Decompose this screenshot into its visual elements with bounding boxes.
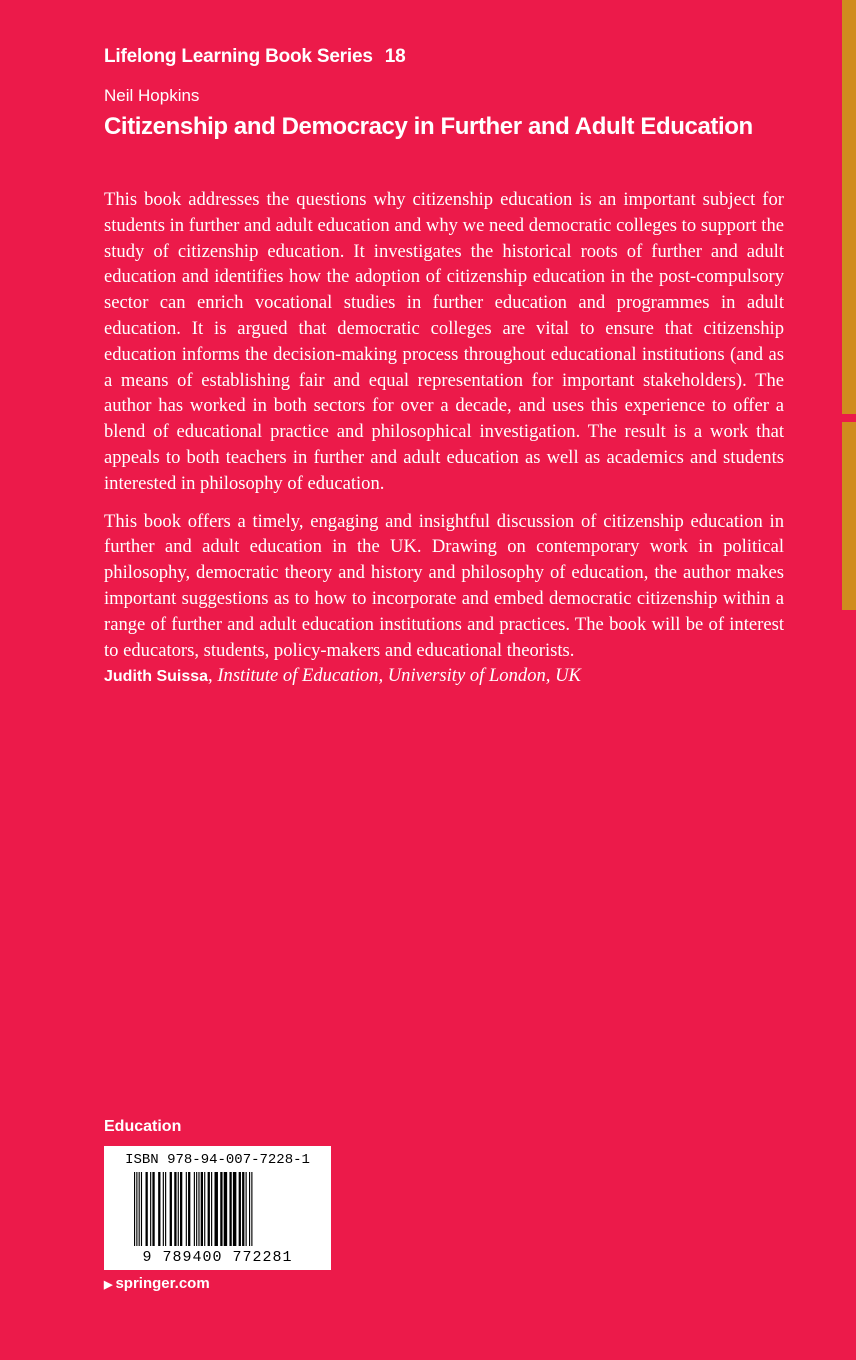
- barcode-bar: [134, 1172, 135, 1246]
- barcode-bar: [208, 1172, 210, 1246]
- barcode-bar: [136, 1172, 137, 1246]
- barcode-bar: [204, 1172, 205, 1246]
- barcode-bar: [201, 1172, 203, 1246]
- publisher-website[interactable]: [104, 1275, 210, 1292]
- barcode-bar: [194, 1172, 195, 1246]
- barcode-bar: [198, 1172, 199, 1246]
- series-name: Lifelong Learning Book Series: [104, 46, 373, 67]
- barcode-bar: [251, 1172, 252, 1246]
- arrow-right-icon: ▶: [104, 1279, 113, 1291]
- series-number: 18: [384, 46, 406, 67]
- blurb-paragraph-1: This book addresses the questions why citizenship education is an important subject for students in further and adult education and why we need democratic colleges to support the study of citizenship education. It investigates the historical roots of further and adult education and identifies how the adoption of citizenship education in the post-compulsory sector can enrich vocational studies in further education and programmes in adult education. It is argued that democratic colleges are vital to ensure that citizenship education informs the decision-making process throughout educational institutions (and as a means of establishing fair and equal representation for important stakeholders). The author has worked in both sectors for over a decade, and uses this experience to offer a blend of educational practice and philosophical investigation. The result is a work that appeals to both teachers in further and adult education as well as academics and students interested in philosophy of education.: [104, 189, 784, 494]
- blurb-paragraph-2-text: This book offers a timely, engaging and insightful discussion of citizenship education in further and adult education in the UK. Drawing on contemporary work in political philosophy, democratic theory and history and philosophy of education, the author makes important suggestions as to how to incorporate and embed democratic citizenship within a range of further and adult education institutions and practices. The book will be of interest to educators, students, policy-makers and educational theorists.: [104, 510, 784, 661]
- barcode-bar: [141, 1172, 142, 1246]
- barcode-bar: [242, 1172, 244, 1246]
- subject-category: Education: [104, 1118, 182, 1135]
- barcode-bar: [188, 1172, 190, 1246]
- barcode-bar: [233, 1172, 236, 1246]
- barcode-bar: [180, 1172, 182, 1246]
- barcode-bar: [186, 1172, 187, 1246]
- barcode-bar: [249, 1172, 250, 1246]
- barcode-bar: [178, 1172, 179, 1246]
- barcode-bar: [215, 1172, 218, 1246]
- barcode-bar: [139, 1172, 140, 1246]
- isbn-text: ISBN 978-94-007-7228-1: [125, 1152, 310, 1168]
- book-title: Citizenship and Democracy in Further and Adult Education: [104, 113, 753, 140]
- spine-edge-strip: [842, 0, 856, 610]
- barcode-bar: [150, 1172, 151, 1246]
- barcode-bar: [146, 1172, 148, 1246]
- quote-affiliation: Institute of Education, University of London, UK: [217, 665, 581, 687]
- barcode-bar: [196, 1172, 197, 1246]
- barcode-bar: [163, 1172, 164, 1246]
- barcode-bars: [132, 1172, 304, 1246]
- barcode-bar: [229, 1172, 231, 1246]
- barcode-bar: [165, 1172, 166, 1246]
- barcode-bar: [224, 1172, 227, 1246]
- barcode-bar: [220, 1172, 222, 1246]
- isbn-barcode: [104, 1146, 331, 1270]
- barcode-bar: [211, 1172, 212, 1246]
- blurb-paragraph-2: This book offers a timely, engaging and insightful discussion of citizenship education in further and adult education in the UK. Drawing on contemporary work in political philosophy, democratic theory and history and philosophy of education, the author makes important suggestions as to how to incorporate and embed democratic citizenship within a range of further and adult education institutions and practices. The book will be of interest to educators, students, policy-makers and educational theorists. Judith Suissa, Institute of Education, University of London, UK: [104, 510, 784, 687]
- blurb: [104, 187, 784, 690]
- quote-author: Judith Suissa: [104, 668, 209, 686]
- author-name: Neil Hopkins: [104, 86, 200, 105]
- series-heading: [104, 46, 405, 68]
- barcode-digits: 9 789400 772281: [142, 1249, 293, 1266]
- barcode-bar: [174, 1172, 176, 1246]
- barcode-bar: [246, 1172, 247, 1246]
- barcode-bar: [158, 1172, 160, 1246]
- barcode-bar: [239, 1172, 241, 1246]
- barcode-bar: [152, 1172, 154, 1246]
- website-label: springer.com: [115, 1275, 210, 1292]
- barcode-bar: [170, 1172, 172, 1246]
